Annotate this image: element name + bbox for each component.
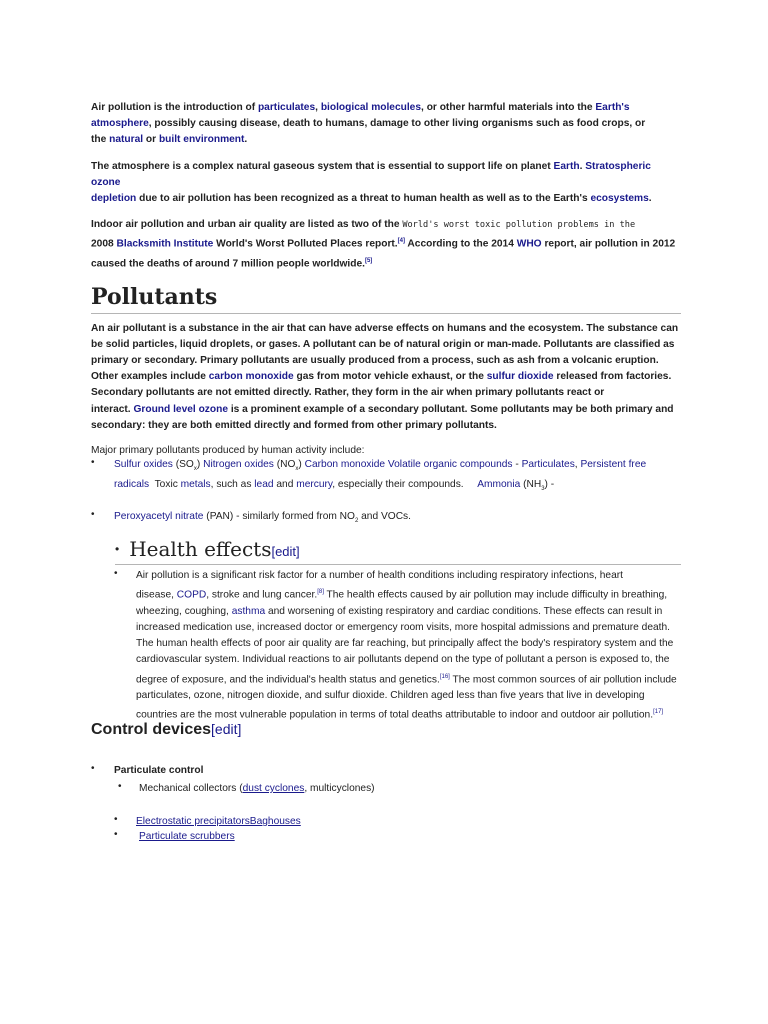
text: , multicyclones) [304,783,375,794]
list-item-scrubbers [139,829,235,845]
reference[interactable]: [4] [397,238,405,245]
text: gas from motor vehicle exhaust, or the [293,371,487,383]
link-stratospheric-ozone[interactable]: Stratospheric ozone [91,160,651,188]
link-particulate-scrubbers[interactable]: Particulate scrubbers [139,831,235,842]
link-built-environment[interactable]: built environment [158,134,245,146]
text: (SO [172,459,194,470]
subscript: 3 [541,486,545,493]
text: According to the 2014 [404,238,517,250]
bullet-dot: • [91,763,95,774]
text: . [244,134,248,146]
text: Secondary pollutants are not emitted directly. Rather, they form in the air when primary pollutants react or [91,387,605,399]
list-item-pan [114,509,674,529]
text: , [315,102,321,113]
text: , stroke and lung cancer. [206,589,318,601]
text: The health effects caused by air pollution may include difficulty in breathing, [323,589,668,601]
link-who[interactable]: WHO [516,238,542,250]
text: Air pollution is the introduction of [91,102,258,113]
link-mercury[interactable]: mercury [296,479,333,491]
control-devices-title: Control devices [91,721,212,738]
text: increased medication use, increased doctor or emergency room visits, more hospital admissions and premature death. [136,622,670,633]
link-metals[interactable]: metals [180,479,211,491]
reference[interactable]: [5] [364,258,373,265]
section-heading-pollutants: Pollutants [91,283,681,314]
link-radicals[interactable]: radicals [114,479,150,491]
text: wheezing, coughing, [136,605,232,617]
intro-paragraph-1 [91,100,681,149]
list-item-particulate-control: Particulate control [114,765,204,776]
link-lead[interactable]: lead [254,479,274,491]
intro-paragraph-3 [91,217,681,272]
health-effects-title: Health effects [129,537,272,561]
link-particulates[interactable]: Particulates [521,459,575,470]
link-persistent-free-radicals[interactable]: Persistent free [580,459,647,470]
link-particulates[interactable]: particulates [257,102,316,113]
text: primary or secondary. Primary pollutants are usually produced from a process, such as ash from a volcanic eruption. [91,355,659,367]
link-ammonia[interactable]: Ammonia [477,479,521,491]
subscript: x [193,466,197,473]
reference[interactable]: [17] [653,709,664,716]
bullet-dot: • [114,814,118,825]
link-electrostatic-precipitators-baghouses[interactable]: Electrostatic precipitatorsBaghouses [136,816,301,827]
text: The most common sources of air pollution include [449,674,677,685]
reference[interactable]: [16] [439,673,450,680]
text: the [91,134,110,146]
text: ) [196,459,204,470]
bullet-dot: • [91,509,95,520]
link-earth[interactable]: Earth [553,160,580,172]
text: The atmosphere is a complex natural gaseous system that is essential to support life on planet [91,160,554,172]
text: countries are the most vulnerable population in terms of total deaths attributable to indoor and outdoor air pollution. [136,709,654,721]
text: An air pollutant is a substance in the air that can have adverse effects on humans and the ecosystem. The substance can [91,322,679,334]
reference[interactable]: [8] [317,589,324,596]
pollutants-paragraph [91,321,681,434]
text: , such as [210,479,255,491]
text: Indoor air pollution and urban air quality are listed as two of the [91,219,403,231]
text: and [273,479,297,491]
link-volatile-organic-compounds[interactable]: Volatile organic compounds [387,459,513,470]
text: , or other harmful materials into the [421,102,596,113]
subscript: 2 [354,518,359,525]
link-natural[interactable]: natural [109,134,144,146]
health-effects-paragraph [136,568,682,724]
text: , [574,459,581,470]
text: disease, [136,589,177,601]
link-sulfur-dioxide[interactable]: sulfur dioxide [486,371,554,383]
text: Air pollution is a significant risk factor for a number of health conditions including respiratory infections, heart [136,570,623,581]
text: is a prominent example of a secondary pollutant. Some pollutants may be both primary and [228,403,674,415]
text: secondary: they are both emitted directly and formed from other primary pollutants. [91,419,497,431]
text: The human health effects of poor air quality are far reaching, but principally affect the body's respiratory system and the [136,638,674,650]
text: degree of exposure, and the individual's health status and genetics. [136,674,440,685]
link-copd[interactable]: COPD [176,589,207,601]
text: released from factories. [553,371,672,383]
text: (NH [520,479,542,491]
link-atmosphere[interactable]: atmosphere [91,118,149,130]
article-body [91,100,681,459]
link-nitrogen-oxides[interactable]: Nitrogen oxides [203,459,274,470]
text: Other examples include [91,371,209,383]
link-sulfur-oxides[interactable]: Sulfur oxides [114,459,173,470]
bullet-dot: • [115,542,120,556]
list-item-electrostatic [136,814,301,830]
link-earths[interactable]: Earth's [595,102,630,113]
text: and VOCs. [358,511,411,522]
edit-link-health-effects[interactable]: [edit] [271,544,300,559]
section-heading-control-devices [91,721,241,739]
text: ) [298,459,305,470]
bullet-dot: • [118,781,122,792]
text: (PAN) - similarly formed from NO [203,511,355,522]
text: . [579,160,586,172]
text: Mechanical collectors ( [139,783,243,794]
intro-paragraph-2 [91,159,681,208]
text: ) - [544,479,555,491]
link-blacksmith-institute[interactable]: Blacksmith Institute [116,238,214,250]
text: be solid particles, liquid droplets, or gases. A pollutant can be of natural origin or man-made. Pollutants are classified as [91,338,675,350]
bullet-dot: • [114,568,118,579]
subscript: x [295,466,299,473]
link-dust-cyclones[interactable]: dust cyclones [242,783,305,794]
text: or [143,134,159,146]
text: due to air pollution has been recognized as a threat to human health as well as to the Earth's [136,193,591,205]
link-asthma[interactable]: asthma [231,605,266,617]
link-carbon-monoxide[interactable]: carbon monoxide [208,371,294,383]
list-item-primary-pollutants [114,457,674,497]
major-pollutants-intro: Major primary pollutants produced by human activity include: [91,445,365,457]
link-carbon-monoxide[interactable]: Carbon monoxide [304,459,386,470]
text: World's worst toxic pollution problems in the [402,220,636,231]
link-depletion[interactable]: depletion [91,193,137,205]
text: (NO [273,459,296,470]
bullet-dot: • [114,829,118,840]
text: . [648,193,652,205]
link-ground-level-ozone[interactable]: Ground level ozone [133,403,228,415]
link-biological-molecules[interactable]: biological molecules [320,102,422,113]
section-heading-health-effects [115,537,681,565]
text: cardiovascular system. Individual reactions to air pollutants depend on the type of pollutant a person is exposed to, the [136,654,670,666]
text: , especially their compounds. [332,479,478,491]
bullet-dot: • [91,457,95,468]
edit-link-control-devices[interactable]: [edit] [211,721,242,737]
text: , possibly causing disease, death to humans, damage to other living organisms such as food crops, or [148,118,646,130]
text: World's Worst Polluted Places report. [213,238,398,250]
text: interact. [91,403,134,415]
text: and worsening of existing respiratory and cardiac conditions. These effects can result in [265,605,663,617]
link-peroxyacetyl-nitrate[interactable]: Peroxyacetyl nitrate [114,511,204,522]
text: caused the deaths of around 7 million people worldwide. [91,258,365,270]
text: Toxic [149,479,181,491]
text: - [512,459,522,470]
text: particulates, ozone, nitrogen dioxide, and sulfur dioxide. Children aged less than five years that live in developing [136,690,645,702]
list-item-mechanical-collectors [139,781,375,797]
text: 2008 [91,238,117,250]
link-ecosystems[interactable]: ecosystems [590,193,649,205]
text: report, air pollution in 2012 [541,238,676,250]
